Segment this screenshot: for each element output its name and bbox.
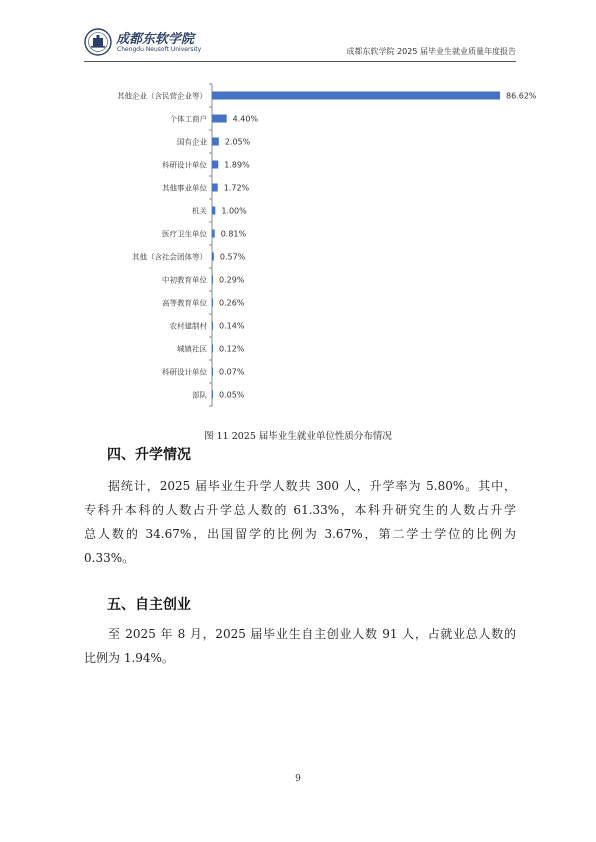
category-label: 部队 bbox=[192, 390, 207, 400]
paragraph-line: 0.33%。 bbox=[84, 551, 135, 565]
bar bbox=[212, 115, 227, 123]
bar bbox=[212, 138, 219, 146]
data-label: 1.89% bbox=[224, 160, 250, 170]
bar bbox=[212, 184, 218, 192]
section-heading-further-study: 四、升学情况 bbox=[107, 447, 191, 463]
bar bbox=[212, 161, 218, 169]
category-label: 城镇社区 bbox=[177, 344, 207, 354]
figure-caption: 图 11 2025 届毕业生就业单位性质分布情况 bbox=[204, 431, 392, 442]
category-label: 高等教育单位 bbox=[162, 298, 207, 308]
bar bbox=[212, 92, 500, 100]
paragraph-line: 比例为 1.94%。 bbox=[84, 651, 174, 665]
data-label: 0.05% bbox=[219, 390, 245, 400]
employer-type-bar-chart bbox=[84, 80, 554, 410]
category-label: 国有企业 bbox=[177, 137, 207, 147]
data-label: 4.40% bbox=[232, 114, 259, 124]
data-label: 0.57% bbox=[219, 252, 246, 262]
page-header bbox=[84, 26, 516, 60]
category-label: 科研设计单位 bbox=[162, 367, 207, 377]
data-label: 0.12% bbox=[219, 344, 245, 354]
data-label: 0.14% bbox=[219, 321, 245, 331]
bar bbox=[212, 230, 215, 238]
bar bbox=[212, 276, 213, 284]
paragraph-line: 专科升本科的人数占升学总人数的 61.33%，本科升研究生的人数占升学 bbox=[84, 503, 516, 517]
data-label: 1.00% bbox=[221, 206, 247, 216]
logo-text-en: Chengdu Neusoft University bbox=[117, 46, 202, 53]
bar bbox=[212, 207, 215, 215]
entrepreneurship-paragraph bbox=[84, 622, 516, 670]
logo-text-cn: 成都东软学院 bbox=[116, 32, 195, 47]
category-label: 其他企业（含民营企业等） bbox=[117, 91, 207, 101]
category-label: 个体工商户 bbox=[169, 114, 207, 124]
bar bbox=[212, 345, 213, 353]
data-label: 1.72% bbox=[223, 183, 250, 193]
category-label: 中初教育单位 bbox=[162, 275, 207, 285]
bar bbox=[212, 253, 214, 261]
category-label: 机关 bbox=[192, 206, 207, 216]
bar bbox=[212, 368, 213, 376]
category-label: 其他事业单位 bbox=[162, 183, 207, 193]
bar bbox=[212, 299, 213, 307]
header-divider bbox=[84, 61, 516, 62]
data-label: 0.26% bbox=[219, 298, 245, 308]
category-label: 农村建制村 bbox=[169, 321, 207, 331]
paragraph-line: 至 2025 年 8 月，2025 届毕业生自主创业人数 91 人，占就业总人数的 bbox=[108, 627, 516, 641]
emblem-icon bbox=[84, 28, 112, 56]
category-label: 其他（含社会团体等） bbox=[132, 252, 207, 262]
data-label: 2.05% bbox=[224, 137, 251, 147]
paragraph-line: 据统计，2025 届毕业生升学人数共 300 人，升学率为 5.80%。其中， bbox=[108, 479, 516, 493]
chart-canvas bbox=[84, 80, 554, 410]
bar bbox=[212, 322, 213, 330]
report-title: 成都东软学院 2025 届毕业生就业质量年度报告 bbox=[346, 47, 516, 56]
category-label: 医疗卫生单位 bbox=[162, 229, 207, 239]
further-study-paragraph bbox=[84, 474, 516, 570]
data-label: 0.29% bbox=[219, 275, 245, 285]
section-heading-entrepreneurship: 五、自主创业 bbox=[107, 597, 191, 613]
data-label: 0.81% bbox=[220, 229, 247, 239]
bar bbox=[212, 391, 213, 399]
category-label: 科研设计单位 bbox=[162, 160, 207, 170]
data-label: 0.07% bbox=[219, 367, 245, 377]
data-label: 86.62% bbox=[506, 91, 537, 101]
university-logo bbox=[84, 26, 204, 58]
page-number: 9 bbox=[295, 774, 301, 784]
paragraph-line: 总人数的 34.67%，出国留学的比例为 3.67%，第二学士学位的比例为 bbox=[84, 527, 516, 541]
